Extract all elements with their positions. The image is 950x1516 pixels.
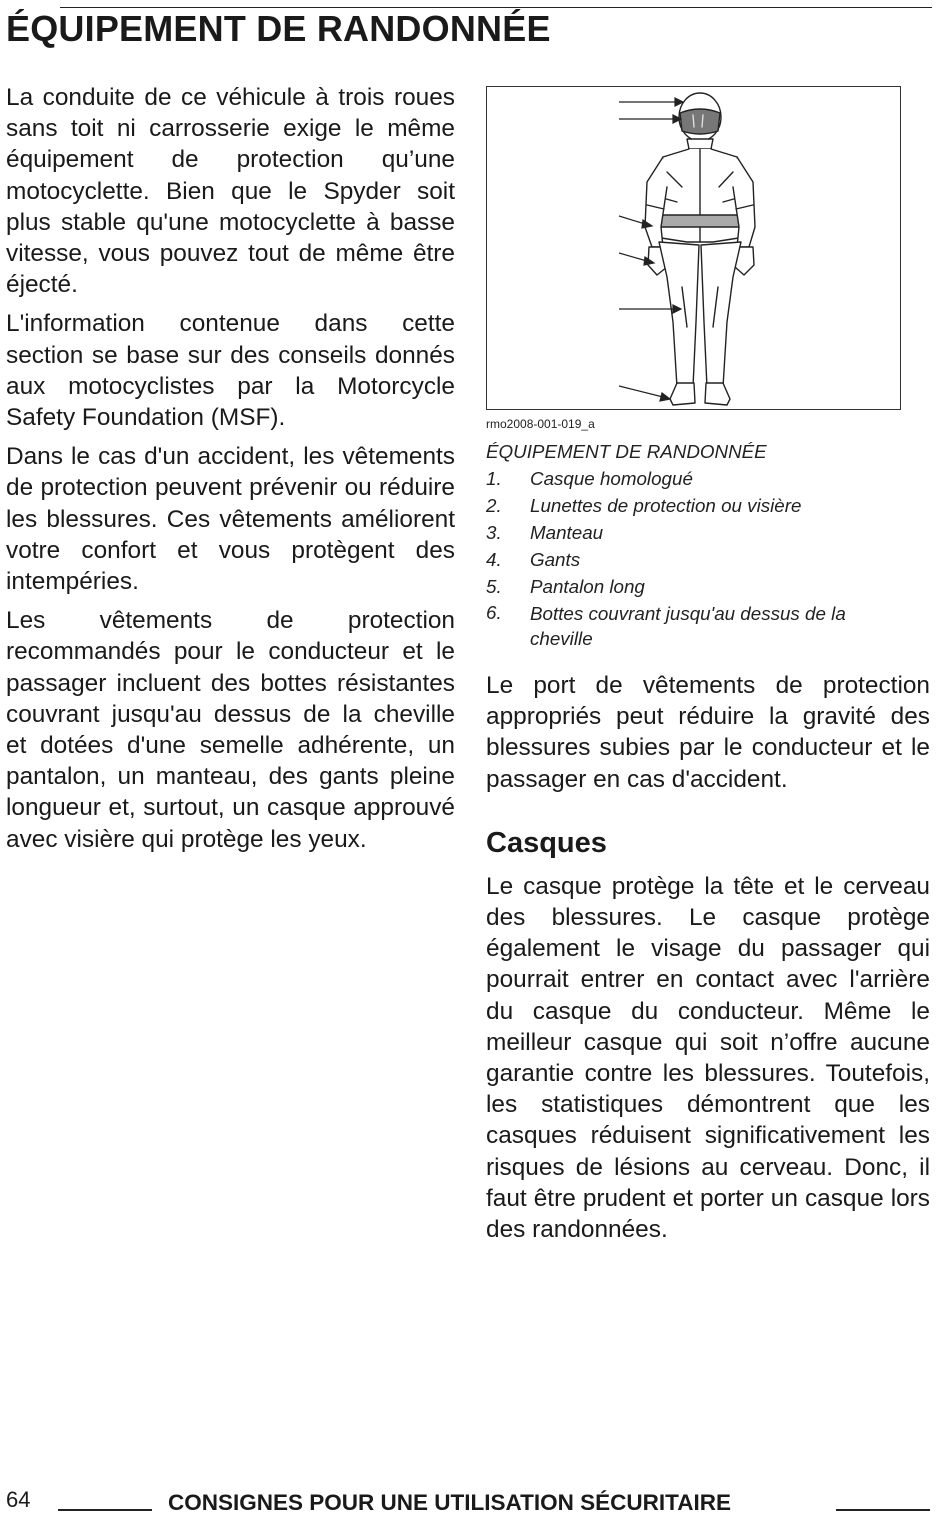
item-text: Lunettes de protection ou visière	[530, 495, 802, 516]
paragraph-protection: Le port de vêtements de protection appropriés peut réduire la gravité des blessures subies par le conducteur et le passager en cas d'accident.	[486, 672, 930, 793]
page-title: ÉQUIPEMENT DE RANDONNÉE	[6, 8, 551, 49]
paragraph-recommended: Les vêtements de protection recommandés pour le conducteur et le passager incluent des bottes résistantes couvrant jusqu'au dessus de la cheville et dotées d'une semelle adhérente, un pantalon, un manteau, des gants pleine longueur et, surtout, un casque approuvé avec visière qui protège les yeux.	[6, 607, 455, 853]
page-number: 64	[6, 1487, 31, 1512]
item-number: 3.	[486, 522, 502, 543]
list-item	[486, 492, 896, 519]
list-item	[486, 573, 896, 600]
right-column	[486, 670, 930, 1253]
paragraph-intro: La conduite de ce véhicule à trois roues sans toit ni carrosserie exige le même équipement de protection qu’une motocyclette. Bien que le Spyder soit plus stable qu'une motocyclette à basse vitesse, vous pouvez tout de même être éjecté.	[6, 84, 455, 299]
item-text: Manteau	[530, 522, 604, 543]
footer-title: CONSIGNES POUR UNE UTILISATION SÉCURITAIRE	[168, 1490, 731, 1515]
caption-title: ÉQUIPEMENT DE RANDONNÉE	[486, 441, 767, 462]
list-item	[486, 519, 896, 546]
paragraph-accident: Dans le cas d'un accident, les vêtements de protection peuvent prévenir ou réduire les blessures. Ces vêtements améliorent votre confort et vous protègent des intempéries.	[6, 443, 455, 596]
item-number: 5.	[486, 576, 502, 597]
footer-rule-left	[58, 1509, 152, 1511]
item-text: Bottes couvrant jusqu'au dessus de la cheville	[530, 603, 846, 649]
item-text: Gants	[530, 549, 581, 570]
figure-caption	[486, 438, 896, 651]
list-item	[486, 465, 896, 492]
item-text: Pantalon long	[530, 576, 645, 597]
item-number: 1.	[486, 468, 502, 489]
paragraph-casques: Le casque protège la tête et le cerveau des blessures. Le casque protège également le visage du passager qui pourrait entrer en contact avec l'arrière du casque du conducteur. Même le meilleur casque qui soit n’offre aucune garantie contre les blessures. Toutefois, les statistiques démontrent que les casques réduisent significativement les risques de lésions au cerveau. Donc, il faut être prudent et porter un casque lors des randonnées.	[486, 872, 930, 1244]
footer-rule-right	[836, 1509, 930, 1511]
section-title-casques: Casques	[486, 826, 607, 859]
item-number: 4.	[486, 549, 502, 570]
figure-reference: rmo2008-001-019_a	[486, 417, 595, 431]
riding-gear-figure	[486, 86, 901, 410]
item-number: 2.	[486, 495, 502, 516]
list-item	[486, 600, 896, 651]
paragraph-msf: L'information contenue dans cette section se base sur des conseils donnés aux motocyclistes par la Motorcycle Safety Foundation (MSF).	[6, 310, 455, 432]
list-item	[486, 546, 896, 573]
rider-illustration	[487, 87, 899, 408]
item-text: Casque homologué	[530, 468, 693, 489]
item-number: 6.	[486, 602, 502, 623]
left-column	[6, 82, 455, 863]
caption-list	[486, 465, 896, 651]
